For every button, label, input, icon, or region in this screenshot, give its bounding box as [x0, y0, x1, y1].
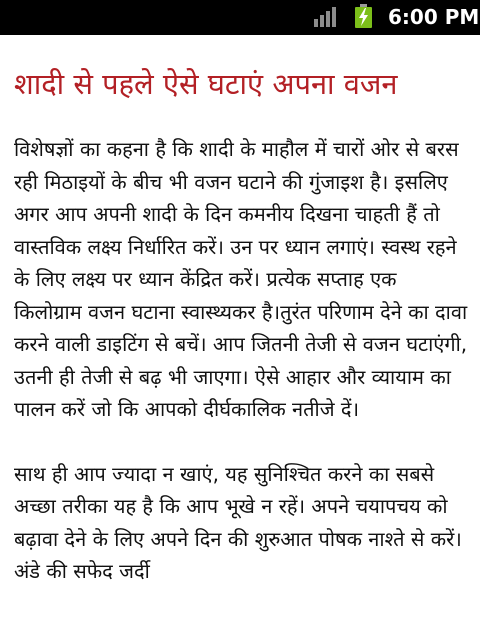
article-title: शादी से पहले ऐसे घटाएं अपना वजन	[14, 67, 398, 101]
article-body[interactable]	[14, 133, 470, 588]
signal-strength-icon	[314, 7, 340, 27]
battery-charging-icon	[355, 4, 372, 28]
article-paragraph: विशेषज्ञों का कहना है कि शादी के माहौल में चारों ओर से बरस रही मिठाइयों के बीच भी वजन घटाने की गुंजाइश है। इसलिए अगर आप अपनी शादी के दिन कमनीय दिखना चाहती हैं तो वास्तविक लक्ष्य निर्धारित करें। उन पर ध्यान लगाएं। स्वस्थ रहने के लिए लक्ष्य पर ध्यान केंद्रित करें। प्रत्येक सप्ताह एक किलोग्राम वजन घटाना स्वास्थ्यकर है।तुरंत परिणाम देने का दावा करने वाली डाइटिंग से बचें। आप जितनी तेजी से वजन घटाएंगी, उतनी ही तेजी से बढ़ भी जाएगा। ऐसे आहार और व्यायाम का पालन करें जो कि आपको दीर्घकालिक नतीजे दें।	[14, 137, 468, 421]
article-paragraph: साथ ही आप ज्यादा न खाएं, यह सुनिश्चित करने का सबसे अच्छा तरीका यह है कि आप भूखे न रहें। अपने चयापचय को बढ़ावा देने के लिए अपने दिन की शुरुआत पोषक नाश्ते से करें। अंडे की सफेद जर्दी	[14, 461, 462, 583]
status-clock: 6:00 PM	[388, 5, 480, 29]
status-bar	[0, 0, 480, 35]
